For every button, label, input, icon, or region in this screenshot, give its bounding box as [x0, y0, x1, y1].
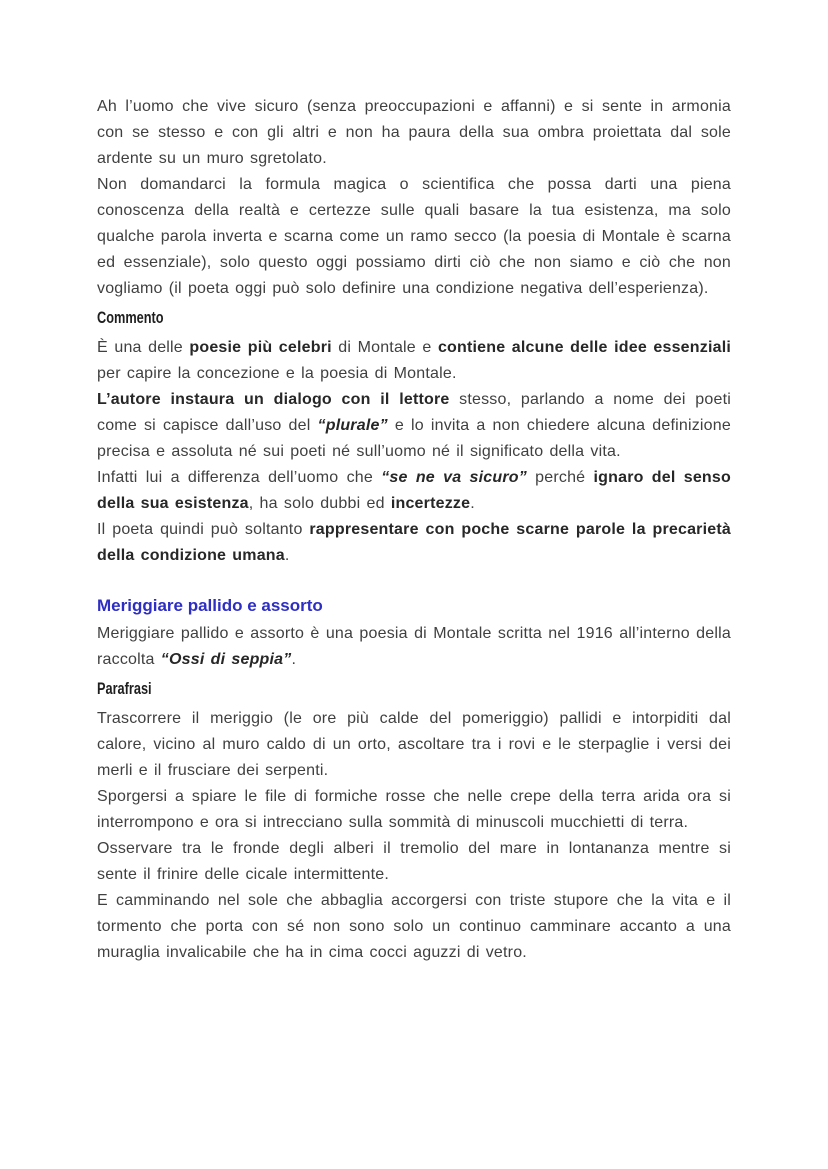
text-run-bold: incertezze	[390, 495, 471, 512]
text-run: Il poeta quindi può soltanto	[97, 521, 310, 538]
text-run-bold: poesie più celebri	[189, 339, 332, 356]
text-run: .	[291, 651, 297, 668]
text-run: Non domandarci la formula magica o scientifica che possa darti una piena conoscenza della realtà e certezze sulle quali basare la tua esistenza, ma solo qualche parola inverta e scarna come un ramo secco (la poesia di Montale è scarna ed essenziale), solo questo oggi possiamo dirti ciò che non siamo e ciò che non vogliamo (il poeta oggi può solo definire una condizione negativa dell’esperienza).	[97, 176, 731, 297]
text-run: .	[470, 495, 475, 512]
text-run-bold: contiene alcune delle idee essenziali	[437, 339, 731, 356]
paragraph	[97, 94, 731, 172]
text-run: stesso, parlando a nome dei poeti come si capisce dall’uso del	[97, 391, 731, 434]
text-run: di Montale e	[331, 339, 438, 356]
text-run: Infatti lui a differenza dell’uomo che	[97, 469, 382, 486]
paragraph	[97, 836, 731, 888]
text-run: perché	[526, 469, 594, 486]
text-run: .	[284, 547, 290, 564]
text-run: Meriggiare pallido e assorto è una poesia di Montale scritta nel 1916 all’interno della raccolta	[97, 625, 731, 668]
text-run: Ah l’uomo che vive sicuro (senza preoccupazioni e affanni) e si sente in armonia con se stesso e con gli altri e non ha paura della sua ombra proiettata dal sole ardente su un muro sgretolato.	[97, 98, 731, 167]
paragraph	[97, 335, 731, 387]
text-run: e lo invita a non chiedere alcuna definizione precisa e assoluta né sui poeti né sull’uomo né il significato della vita.	[97, 417, 731, 460]
text-run-bold: rappresentare con poche scarne parole la precarietà della condizione umana	[97, 521, 731, 564]
text-run: Sporgersi a spiare le file di formiche rosse che nelle crepe della terra arida ora si interrompono e ora si intrecciano sulla sommità di minuscoli mucchietti di terra.	[97, 788, 731, 831]
subsection-title: Commento	[97, 308, 164, 327]
text-run: E camminando nel sole che abbaglia accorgersi con triste stupore che la vita e il tormento che porta con sé non sono solo un continuo camminare accanto a una muraglia invalicabile che ha in cima cocci aguzzi di vetro.	[97, 892, 731, 961]
paragraph	[97, 387, 731, 465]
paragraph	[97, 621, 731, 673]
paragraph	[97, 784, 731, 836]
paragraph	[97, 706, 731, 784]
text-run-bold: L’autore instaura un dialogo con il lettore	[97, 391, 450, 408]
text-run: Trascorrere il meriggio (le ore più calde del pomeriggio) pallidi e intorpiditi dal calore, vicino al muro caldo di un orto, ascoltare tra i rovi e le sterpaglie i versi dei merli e il frusciare dei serpenti.	[97, 710, 731, 779]
paragraph	[97, 465, 731, 517]
text-run: per capire la concezione e la poesia di Montale.	[97, 365, 457, 382]
section-title: Meriggiare pallido e assorto	[97, 596, 323, 615]
paragraph	[97, 888, 731, 966]
subsection-title: Parafrasi	[97, 679, 152, 698]
text-run-bold-italic: “Ossi di seppia”	[160, 651, 292, 668]
text-run-bold-italic: “se ne va sicuro”	[381, 469, 527, 486]
text-run: È una delle	[97, 339, 190, 356]
paragraph	[97, 517, 731, 569]
text-run-bold: ignaro del senso della sua esistenza	[97, 469, 731, 512]
text-run: , ha solo dubbi ed	[248, 495, 391, 512]
text-run: Osservare tra le fronde degli alberi il tremolio del mare in lontananza mentre si sente il frinire delle cicale intermittente.	[97, 840, 731, 883]
text-run-bold-italic: “plurale”	[317, 417, 388, 434]
paragraph	[97, 172, 731, 302]
